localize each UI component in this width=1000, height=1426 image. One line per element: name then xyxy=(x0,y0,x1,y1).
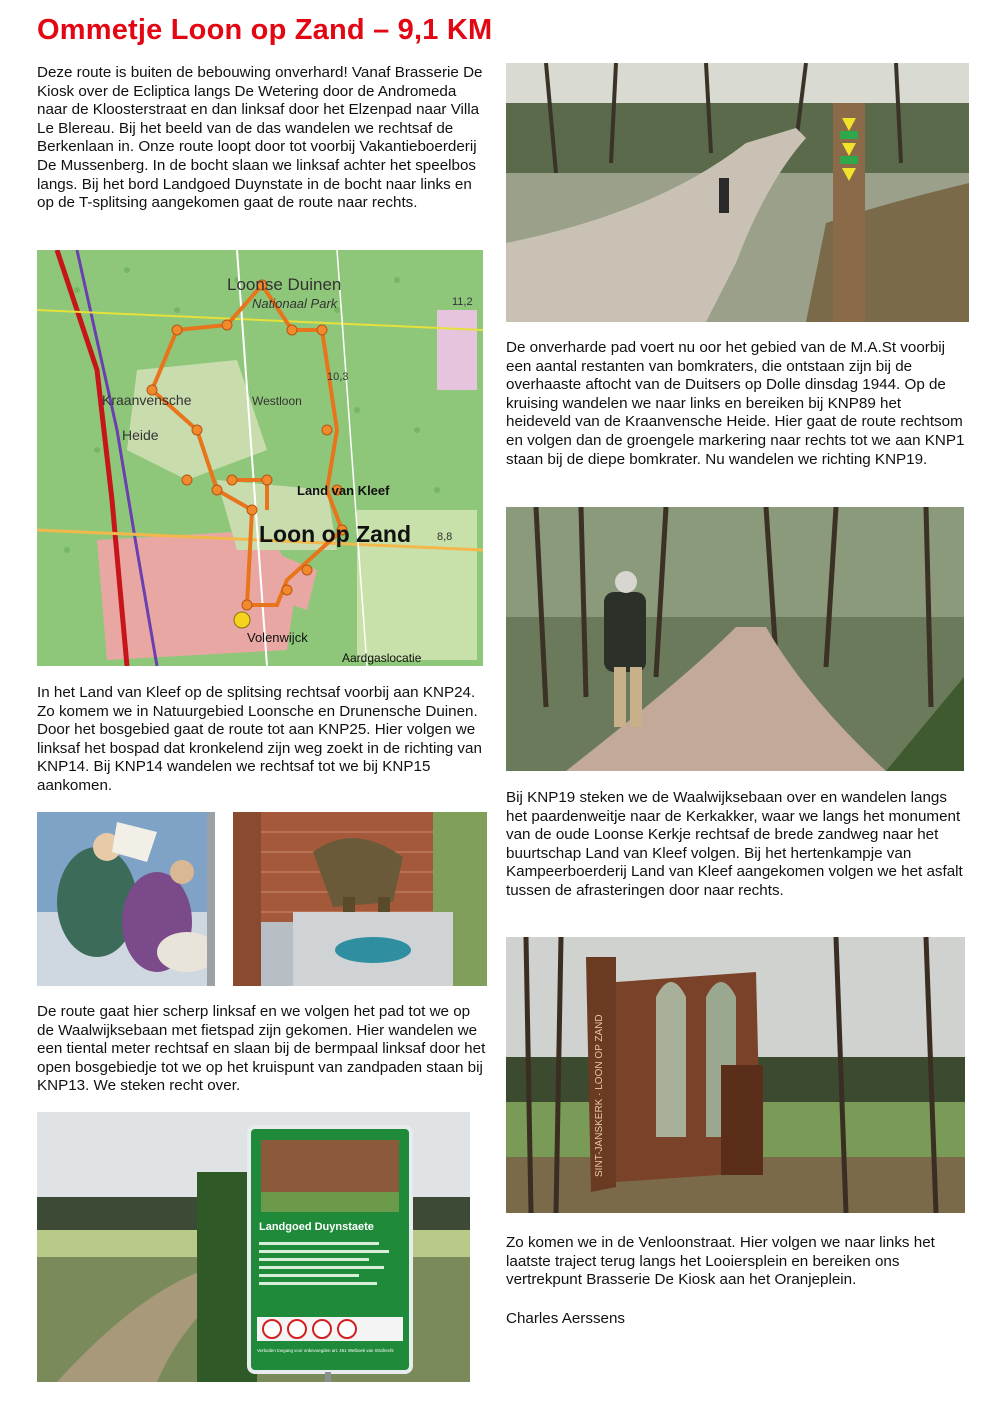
church-monument-photo xyxy=(506,937,965,1213)
monument-inscription: SINT-JANSKERK · LOON OP ZAND xyxy=(594,1014,605,1177)
map-label-loon-op-zand: Loon op Zand xyxy=(259,521,412,547)
waalwijksebaan-paragraph: De route gaat hier scherp linksaf en we volgen het pad tot we op de Waalwijksebaan met fietspad zijn gekomen. Hier wandelen we een tiental meter rechtsaf en slaan bij de bermpaal linksaf door het open bosgebiedje tot we op het kruispunt van zandpaden staan bij KNP13. We steken recht over. xyxy=(37,1003,486,1095)
map-label-loonse-duinen: Loonse Duinen xyxy=(227,275,342,294)
map-label-88: 8,8 xyxy=(437,531,453,543)
venloonstraat-paragraph: Zo komen we in de Venloonstraat. Hier volgen we naar links het laatste traject terug langs het Looiersplein en bereiken ons vertrekpunt Brasserie De Kiosk aan het Oranjeplein. xyxy=(506,1234,935,1289)
article-title: Ommetje Loon op Zand – 9,1 KM xyxy=(37,14,493,46)
author-name: Charles Aerssens xyxy=(506,1310,626,1327)
map-label-national-park: Nationaal Park xyxy=(252,296,338,311)
map-label-kraanvensche: Kraanvensche xyxy=(102,392,192,408)
landgoed-sign-photo xyxy=(37,1112,470,1382)
badger-statue-photo xyxy=(233,812,487,986)
land-van-kleef-paragraph: In het Land van Kleef op de splitsing rechtsaf voorbij aan KNP24. Zo komem we in Natuurgebied Loonsche en Drunensche Duinen. Door het bosgebied gaat de route tot aan KNP25. Hier volgen we linksaf het bospad dat kronkelend zijn weg zoekt in de richting van KNP14. Bij KNP14 wandelen we rechtsaf tot we bij KNP15 aankomen. xyxy=(37,684,482,794)
bomkraters-paragraph: De onverharde pad voert nu oor het gebied van de M.A.St voorbij een aantal restanten van bomkraters, die ontstaan zijn bij de overhaaste aftocht van de Duitsers op Dolle dinsdag 1944. Op de kruising wandelen we naar links en bereiken bij KNP89 het heideveld van de Kraanvensche Heide. Hier gaat de route rechtsom en volgen dan de groengele markering naar rechts tot we aan KNP1 staan bij de diepe bomkrater. Nu wandelen we richting KNP19. xyxy=(506,339,965,468)
map-label-112: 11,2 xyxy=(452,296,473,308)
map-label-heide: Heide xyxy=(122,427,159,443)
intro-paragraph: Deze route is buiten de bebouwing onverhard! Vanaf Brasserie De Kiosk over de Ecliptica langs De Wetering door de Andromeda naar de Kloosterstraat en dan linksaf door het Elzenpad naar Villa Le Blereau. Bij het beeld van de das wandelen we rechtsaf de Berkenlaan in. Onze route loopt door tot voorbij Vakantieboerderij De Mussenberg. In de bocht slaan we linksaf achter het speelbos langs. Bij het bord Landgoed Duynstate in de bocht naar links en op de T-splitsing aangekomen gaat de route naar rechts. xyxy=(37,64,483,212)
kerkakker-paragraph: Bij KNP19 steken we de Waalwijksebaan over en wandelen langs het paardenweitje naar de Kerkakker, waar we langs het monument van de oude Loonse Kerkje rechtsaf de brede zandweg naar het buurtschap Land van Kleef volgen. Bij het hertenkampje van Kampeerboerderij Land van Kleef aangekomen volgen we het asfalt tussen de afrasteringen door naar rechts. xyxy=(506,789,963,899)
painted-angels-photo xyxy=(37,812,215,986)
map-label-aardgaslocatie: Aardgaslocatie xyxy=(342,651,422,665)
map-label-westloon: Westloon xyxy=(252,394,302,408)
map-label-volenwijck: Volenwijck xyxy=(247,630,308,645)
map-label-land-van-kleef: Land van Kleef xyxy=(297,483,390,498)
route-map xyxy=(37,250,483,666)
sign-footer: Verboden toegang voor onbevoegden art. 461 Wetboek van Strafrecht xyxy=(257,1348,394,1353)
walker-in-forest-photo xyxy=(506,507,964,771)
forest-path-marker-photo xyxy=(506,63,969,322)
map-label-103: 10,3 xyxy=(327,371,349,383)
sign-title: Landgoed Duynstaete xyxy=(259,1221,374,1233)
